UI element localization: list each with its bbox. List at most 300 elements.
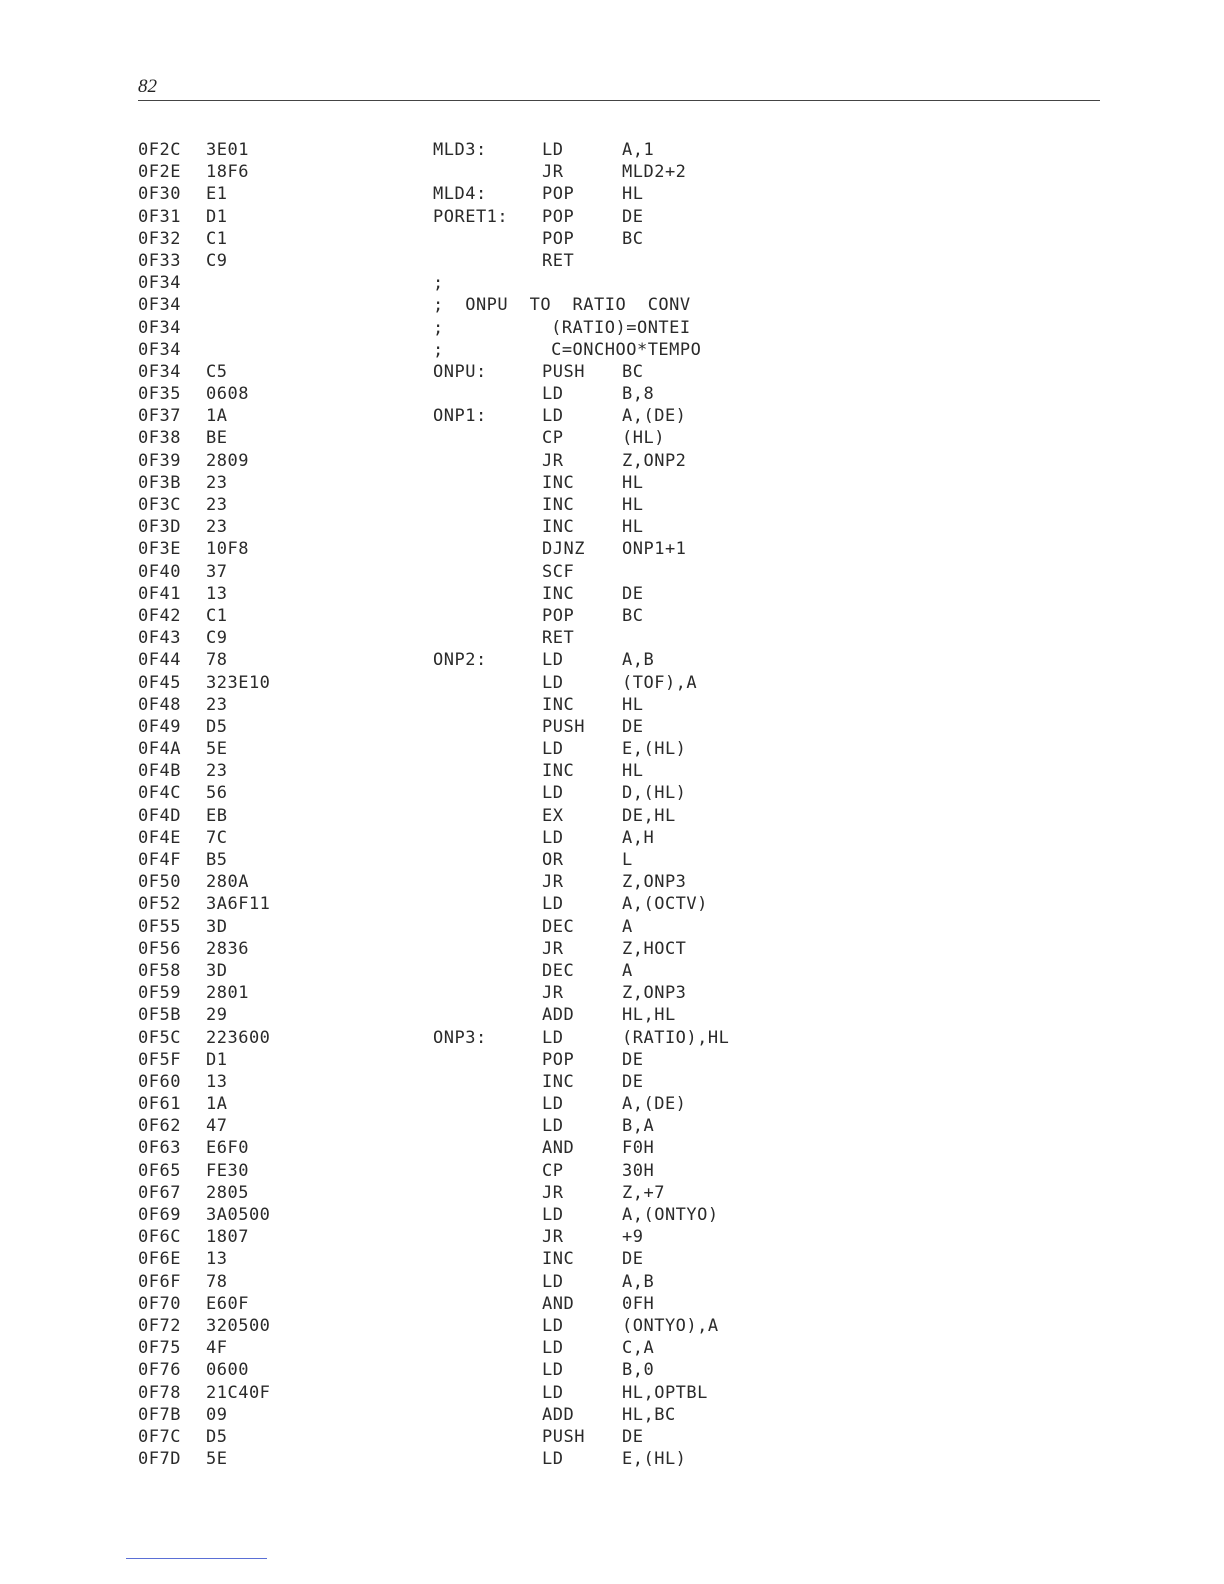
address-cell: 0F5B (138, 1005, 181, 1026)
operand-cell: DE (622, 1249, 644, 1270)
address-cell: 0F4A (138, 739, 181, 760)
address-cell: 0F39 (138, 450, 181, 471)
operand-cell: A,(OCTV) (622, 894, 708, 915)
mnemonic-cell: JR (542, 983, 564, 1004)
address-cell: 0F4C (138, 783, 181, 804)
address-cell: 0F40 (138, 561, 181, 582)
operand-cell: HL (622, 694, 644, 715)
mnemonic-cell: POP (542, 228, 575, 249)
address-cell: 0F32 (138, 228, 181, 249)
mnemonic-cell: JR (542, 1182, 564, 1203)
address-cell: 0F2C (138, 140, 181, 160)
listing-row (0, 1004, 1224, 1026)
opcode-bytes-cell: C5 (206, 361, 228, 382)
address-cell: 0F4B (138, 761, 181, 782)
opcode-bytes-cell: 23 (206, 694, 228, 715)
listing-row (0, 317, 1224, 339)
address-cell: 0F3C (138, 495, 181, 515)
mnemonic-cell: LD (542, 827, 564, 848)
label-cell: ONP1: (433, 406, 487, 427)
operand-cell: +9 (622, 1227, 644, 1248)
mnemonic-cell: LD (542, 739, 564, 760)
mnemonic-cell: LD (542, 1094, 564, 1115)
listing-row (0, 339, 1224, 361)
opcode-bytes-cell: D1 (206, 1049, 228, 1070)
mnemonic-cell: INC (542, 761, 575, 782)
operand-cell: A,H (622, 827, 655, 848)
listing-row (0, 294, 1224, 316)
operand-cell: 0FH (622, 1293, 655, 1314)
opcode-bytes-cell: 1A (206, 406, 228, 427)
address-cell: 0F65 (138, 1160, 181, 1181)
address-cell: 0F35 (138, 384, 181, 405)
header-rule (138, 100, 1100, 101)
opcode-bytes-cell: 2805 (206, 1182, 249, 1203)
listing-row (0, 583, 1224, 605)
address-cell: 0F45 (138, 672, 181, 693)
listing-row (0, 649, 1224, 671)
operand-cell: D,(HL) (622, 783, 687, 804)
listing-row (0, 738, 1224, 760)
mnemonic-cell: JR (542, 450, 564, 471)
operand-cell: BC (622, 605, 644, 626)
address-cell: 0F62 (138, 1116, 181, 1137)
opcode-bytes-cell: 1A (206, 1094, 228, 1115)
address-cell: 0F3D (138, 517, 181, 538)
address-cell: 0F70 (138, 1293, 181, 1314)
address-cell: 0F69 (138, 1205, 181, 1225)
mnemonic-cell: ADD (542, 1404, 575, 1425)
opcode-bytes-cell: 323E10 (206, 672, 271, 693)
mnemonic-cell: CP (542, 1160, 564, 1181)
address-cell: 0F67 (138, 1182, 181, 1203)
operand-cell: Z,+7 (622, 1182, 665, 1203)
opcode-bytes-cell: B5 (206, 850, 228, 870)
listing-row (0, 1160, 1224, 1182)
label-cell: ONP2: (433, 650, 487, 671)
mnemonic-cell: LD (542, 783, 564, 804)
listing-row (0, 1404, 1224, 1426)
operand-cell: A (622, 960, 633, 981)
listing-row (0, 1382, 1224, 1404)
address-cell: 0F34 (138, 317, 181, 338)
opcode-bytes-cell: 3D (206, 960, 228, 981)
operand-cell: DE (622, 1071, 644, 1092)
opcode-bytes-cell: 5E (206, 739, 228, 760)
opcode-bytes-cell: 78 (206, 1271, 228, 1292)
mnemonic-cell: LD (542, 384, 564, 405)
operand-cell: A,B (622, 650, 655, 671)
operand-cell: A,(ONTYO) (622, 1205, 719, 1225)
operand-cell: E,(HL) (622, 739, 687, 760)
label-cell: ONP3: (433, 1027, 487, 1048)
address-cell: 0F7B (138, 1404, 181, 1425)
listing-row (0, 672, 1224, 694)
address-cell: 0F76 (138, 1360, 181, 1381)
mnemonic-cell: LD (542, 1205, 564, 1225)
mnemonic-cell: INC (542, 517, 575, 538)
mnemonic-cell: INC (542, 472, 575, 493)
opcode-bytes-cell: 3D (206, 916, 228, 937)
opcode-bytes-cell: 47 (206, 1116, 228, 1137)
mnemonic-cell: RET (542, 628, 575, 649)
opcode-bytes-cell: C1 (206, 228, 228, 249)
address-cell: 0F41 (138, 583, 181, 604)
mnemonic-cell: DJNZ (542, 539, 585, 560)
listing-row (0, 1204, 1224, 1226)
listing-row (0, 516, 1224, 538)
mnemonic-cell: LD (542, 1116, 564, 1137)
listing-row (0, 206, 1224, 228)
mnemonic-cell: LD (542, 650, 564, 671)
address-cell: 0F3B (138, 472, 181, 493)
opcode-bytes-cell: 23 (206, 761, 228, 782)
operand-cell: B,0 (622, 1360, 655, 1381)
listing-row (0, 1071, 1224, 1093)
operand-cell: DE (622, 206, 644, 227)
address-cell: 0F2E (138, 162, 181, 183)
listing-row (0, 472, 1224, 494)
address-cell: 0F49 (138, 716, 181, 737)
opcode-bytes-cell: BE (206, 428, 228, 449)
opcode-bytes-cell: 10F8 (206, 539, 249, 560)
address-cell: 0F3E (138, 539, 181, 560)
listing-row (0, 605, 1224, 627)
mnemonic-cell: POP (542, 206, 575, 227)
opcode-bytes-cell: 13 (206, 1249, 228, 1270)
opcode-bytes-cell: 37 (206, 561, 228, 582)
listing-row (0, 1248, 1224, 1270)
address-cell: 0F63 (138, 1138, 181, 1159)
address-cell: 0F55 (138, 916, 181, 937)
operand-cell: C,A (622, 1338, 655, 1359)
label-cell: ; (433, 273, 444, 294)
listing-row (0, 827, 1224, 849)
operand-cell: (ONTYO),A (622, 1315, 719, 1336)
address-cell: 0F4E (138, 827, 181, 848)
mnemonic-cell: INC (542, 1071, 575, 1092)
listing-row (0, 561, 1224, 583)
mnemonic-cell: LD (542, 406, 564, 427)
mnemonic-cell: LD (542, 894, 564, 915)
address-cell: 0F72 (138, 1315, 181, 1336)
mnemonic-cell: POP (542, 605, 575, 626)
operand-cell: HL (622, 184, 644, 205)
operand-cell: Z,ONP3 (622, 983, 687, 1004)
address-cell: 0F34 (138, 361, 181, 382)
listing-row (0, 893, 1224, 915)
mnemonic-cell: LD (542, 1449, 564, 1470)
operand-cell: F0H (622, 1138, 655, 1159)
address-cell: 0F4D (138, 805, 181, 826)
listing-row (0, 228, 1224, 250)
listing-row (0, 139, 1224, 161)
operand-cell: MLD2+2 (622, 162, 687, 183)
opcode-bytes-cell: 280A (206, 872, 249, 893)
operand-cell: Z,ONP3 (622, 872, 687, 893)
listing-row (0, 1315, 1224, 1337)
mnemonic-cell: AND (542, 1138, 575, 1159)
listing-row (0, 782, 1224, 804)
operand-cell: Z,ONP2 (622, 450, 687, 471)
opcode-bytes-cell: FE30 (206, 1160, 249, 1181)
label-cell: MLD3: (433, 140, 487, 160)
listing-row (0, 760, 1224, 782)
listing-row (0, 405, 1224, 427)
address-cell: 0F30 (138, 184, 181, 205)
address-cell: 0F34 (138, 339, 181, 360)
opcode-bytes-cell: C1 (206, 605, 228, 626)
address-cell: 0F5F (138, 1049, 181, 1070)
operand-cell: B,A (622, 1116, 655, 1137)
opcode-bytes-cell: E60F (206, 1293, 249, 1314)
operand-cell: A,(DE) (622, 1094, 687, 1115)
operand-cell: E,(HL) (622, 1449, 687, 1470)
opcode-bytes-cell: D5 (206, 1426, 228, 1447)
operand-cell: HL,BC (622, 1404, 676, 1425)
listing-row (0, 183, 1224, 205)
mnemonic-cell: LD (542, 1271, 564, 1292)
mnemonic-cell: JR (542, 162, 564, 183)
operand-cell: HL (622, 472, 644, 493)
opcode-bytes-cell: 3A6F11 (206, 894, 271, 915)
address-cell: 0F61 (138, 1094, 181, 1115)
listing-row (0, 716, 1224, 738)
listing-row (0, 960, 1224, 982)
opcode-bytes-cell: 4F (206, 1338, 228, 1359)
label-cell: ; (RATIO)=ONTEI (433, 317, 691, 338)
listing-row (0, 1027, 1224, 1049)
mnemonic-cell: LD (542, 140, 564, 160)
listing-row (0, 427, 1224, 449)
operand-cell: 30H (622, 1160, 655, 1181)
operand-cell: B,8 (622, 384, 655, 405)
mnemonic-cell: INC (542, 1249, 575, 1270)
opcode-bytes-cell: 2801 (206, 983, 249, 1004)
mnemonic-cell: PUSH (542, 1426, 585, 1447)
listing-row (0, 361, 1224, 383)
address-cell: 0F48 (138, 694, 181, 715)
opcode-bytes-cell: 1807 (206, 1227, 249, 1248)
opcode-bytes-cell: 09 (206, 1404, 228, 1425)
mnemonic-cell: INC (542, 694, 575, 715)
operand-cell: DE,HL (622, 805, 676, 826)
listing-row (0, 272, 1224, 294)
operand-cell: DE (622, 1049, 644, 1070)
address-cell: 0F50 (138, 872, 181, 893)
opcode-bytes-cell: 2809 (206, 450, 249, 471)
listing-row (0, 161, 1224, 183)
listing-row (0, 938, 1224, 960)
mnemonic-cell: LD (542, 1027, 564, 1048)
address-cell: 0F34 (138, 273, 181, 294)
operand-cell: DE (622, 716, 644, 737)
listing-row (0, 450, 1224, 472)
footer-rule (126, 1558, 267, 1559)
operand-cell: ONP1+1 (622, 539, 687, 560)
operand-cell: A (622, 916, 633, 937)
listing-row (0, 1093, 1224, 1115)
mnemonic-cell: PUSH (542, 361, 585, 382)
address-cell: 0F58 (138, 960, 181, 981)
operand-cell: L (622, 850, 633, 870)
listing-row (0, 250, 1224, 272)
mnemonic-cell: POP (542, 1049, 575, 1070)
opcode-bytes-cell: D5 (206, 716, 228, 737)
mnemonic-cell: RET (542, 250, 575, 271)
address-cell: 0F7C (138, 1426, 181, 1447)
operand-cell: A,B (622, 1271, 655, 1292)
listing-row (0, 871, 1224, 893)
address-cell: 0F33 (138, 250, 181, 271)
opcode-bytes-cell: D1 (206, 206, 228, 227)
mnemonic-cell: EX (542, 805, 564, 826)
address-cell: 0F43 (138, 628, 181, 649)
listing-row (0, 383, 1224, 405)
mnemonic-cell: CP (542, 428, 564, 449)
address-cell: 0F4F (138, 850, 181, 870)
address-cell: 0F60 (138, 1071, 181, 1092)
operand-cell: (RATIO),HL (622, 1027, 730, 1048)
address-cell: 0F7D (138, 1449, 181, 1470)
opcode-bytes-cell: 18F6 (206, 162, 249, 183)
opcode-bytes-cell: 2836 (206, 938, 249, 959)
operand-cell: HL,OPTBL (622, 1382, 708, 1403)
operand-cell: Z,HOCT (622, 938, 687, 959)
opcode-bytes-cell: 5E (206, 1449, 228, 1470)
listing-row (0, 538, 1224, 560)
address-cell: 0F78 (138, 1382, 181, 1403)
mnemonic-cell: JR (542, 1227, 564, 1248)
opcode-bytes-cell: 0600 (206, 1360, 249, 1381)
label-cell: MLD4: (433, 184, 487, 205)
opcode-bytes-cell: 13 (206, 583, 228, 604)
mnemonic-cell: JR (542, 938, 564, 959)
label-cell: ; C=ONCHOO*TEMPO (433, 339, 702, 360)
listing-row (0, 694, 1224, 716)
listing-row (0, 1226, 1224, 1248)
address-cell: 0F37 (138, 406, 181, 427)
listing-row (0, 916, 1224, 938)
address-cell: 0F75 (138, 1338, 181, 1359)
opcode-bytes-cell: 0608 (206, 384, 249, 405)
operand-cell: A,(DE) (622, 406, 687, 427)
listing-row (0, 805, 1224, 827)
opcode-bytes-cell: 3E01 (206, 140, 249, 160)
operand-cell: DE (622, 1426, 644, 1447)
operand-cell: BC (622, 361, 644, 382)
listing-row (0, 1337, 1224, 1359)
operand-cell: HL,HL (622, 1005, 676, 1026)
address-cell: 0F6E (138, 1249, 181, 1270)
opcode-bytes-cell: 13 (206, 1071, 228, 1092)
mnemonic-cell: LD (542, 672, 564, 693)
listing-row (0, 1271, 1224, 1293)
opcode-bytes-cell: EB (206, 805, 228, 826)
opcode-bytes-cell: 78 (206, 650, 228, 671)
listing-row (0, 1049, 1224, 1071)
listing-row (0, 1426, 1224, 1448)
listing-row (0, 1448, 1224, 1470)
operand-cell: DE (622, 583, 644, 604)
operand-cell: BC (622, 228, 644, 249)
address-cell: 0F6F (138, 1271, 181, 1292)
operand-cell: (HL) (622, 428, 665, 449)
operand-cell: HL (622, 761, 644, 782)
opcode-bytes-cell: 320500 (206, 1315, 271, 1336)
mnemonic-cell: AND (542, 1293, 575, 1314)
address-cell: 0F6C (138, 1227, 181, 1248)
page-number: 82 (138, 76, 157, 97)
listing-row (0, 1359, 1224, 1381)
mnemonic-cell: ADD (542, 1005, 575, 1026)
operand-cell: A,1 (622, 140, 655, 160)
opcode-bytes-cell: C9 (206, 250, 228, 271)
opcode-bytes-cell: 223600 (206, 1027, 271, 1048)
opcode-bytes-cell: 7C (206, 827, 228, 848)
mnemonic-cell: POP (542, 184, 575, 205)
operand-cell: HL (622, 517, 644, 538)
opcode-bytes-cell: C9 (206, 628, 228, 649)
label-cell: ONPU: (433, 361, 487, 382)
assembly-listing (0, 139, 1224, 1470)
mnemonic-cell: PUSH (542, 716, 585, 737)
operand-cell: HL (622, 495, 644, 515)
mnemonic-cell: JR (542, 872, 564, 893)
mnemonic-cell: INC (542, 495, 575, 515)
operand-cell: (TOF),A (622, 672, 698, 693)
label-cell: ; ONPU TO RATIO CONV (433, 295, 691, 316)
mnemonic-cell: LD (542, 1382, 564, 1403)
opcode-bytes-cell: 29 (206, 1005, 228, 1026)
listing-row (0, 1293, 1224, 1315)
opcode-bytes-cell: E6F0 (206, 1138, 249, 1159)
mnemonic-cell: INC (542, 583, 575, 604)
address-cell: 0F5C (138, 1027, 181, 1048)
mnemonic-cell: DEC (542, 960, 575, 981)
mnemonic-cell: SCF (542, 561, 575, 582)
opcode-bytes-cell: E1 (206, 184, 228, 205)
mnemonic-cell: LD (542, 1360, 564, 1381)
opcode-bytes-cell: 23 (206, 517, 228, 538)
address-cell: 0F31 (138, 206, 181, 227)
address-cell: 0F34 (138, 295, 181, 316)
listing-row (0, 1137, 1224, 1159)
opcode-bytes-cell: 3A0500 (206, 1205, 271, 1225)
listing-row (0, 982, 1224, 1004)
address-cell: 0F59 (138, 983, 181, 1004)
opcode-bytes-cell: 23 (206, 472, 228, 493)
address-cell: 0F42 (138, 605, 181, 626)
address-cell: 0F52 (138, 894, 181, 915)
opcode-bytes-cell: 21C40F (206, 1382, 271, 1403)
mnemonic-cell: LD (542, 1315, 564, 1336)
listing-row (0, 849, 1224, 871)
mnemonic-cell: OR (542, 850, 564, 870)
listing-row (0, 1115, 1224, 1137)
label-cell: PORET1: (433, 206, 509, 227)
opcode-bytes-cell: 23 (206, 495, 228, 515)
mnemonic-cell: LD (542, 1338, 564, 1359)
listing-row (0, 1182, 1224, 1204)
address-cell: 0F44 (138, 650, 181, 671)
listing-row (0, 627, 1224, 649)
listing-row (0, 494, 1224, 516)
address-cell: 0F38 (138, 428, 181, 449)
address-cell: 0F56 (138, 938, 181, 959)
mnemonic-cell: DEC (542, 916, 575, 937)
opcode-bytes-cell: 56 (206, 783, 228, 804)
